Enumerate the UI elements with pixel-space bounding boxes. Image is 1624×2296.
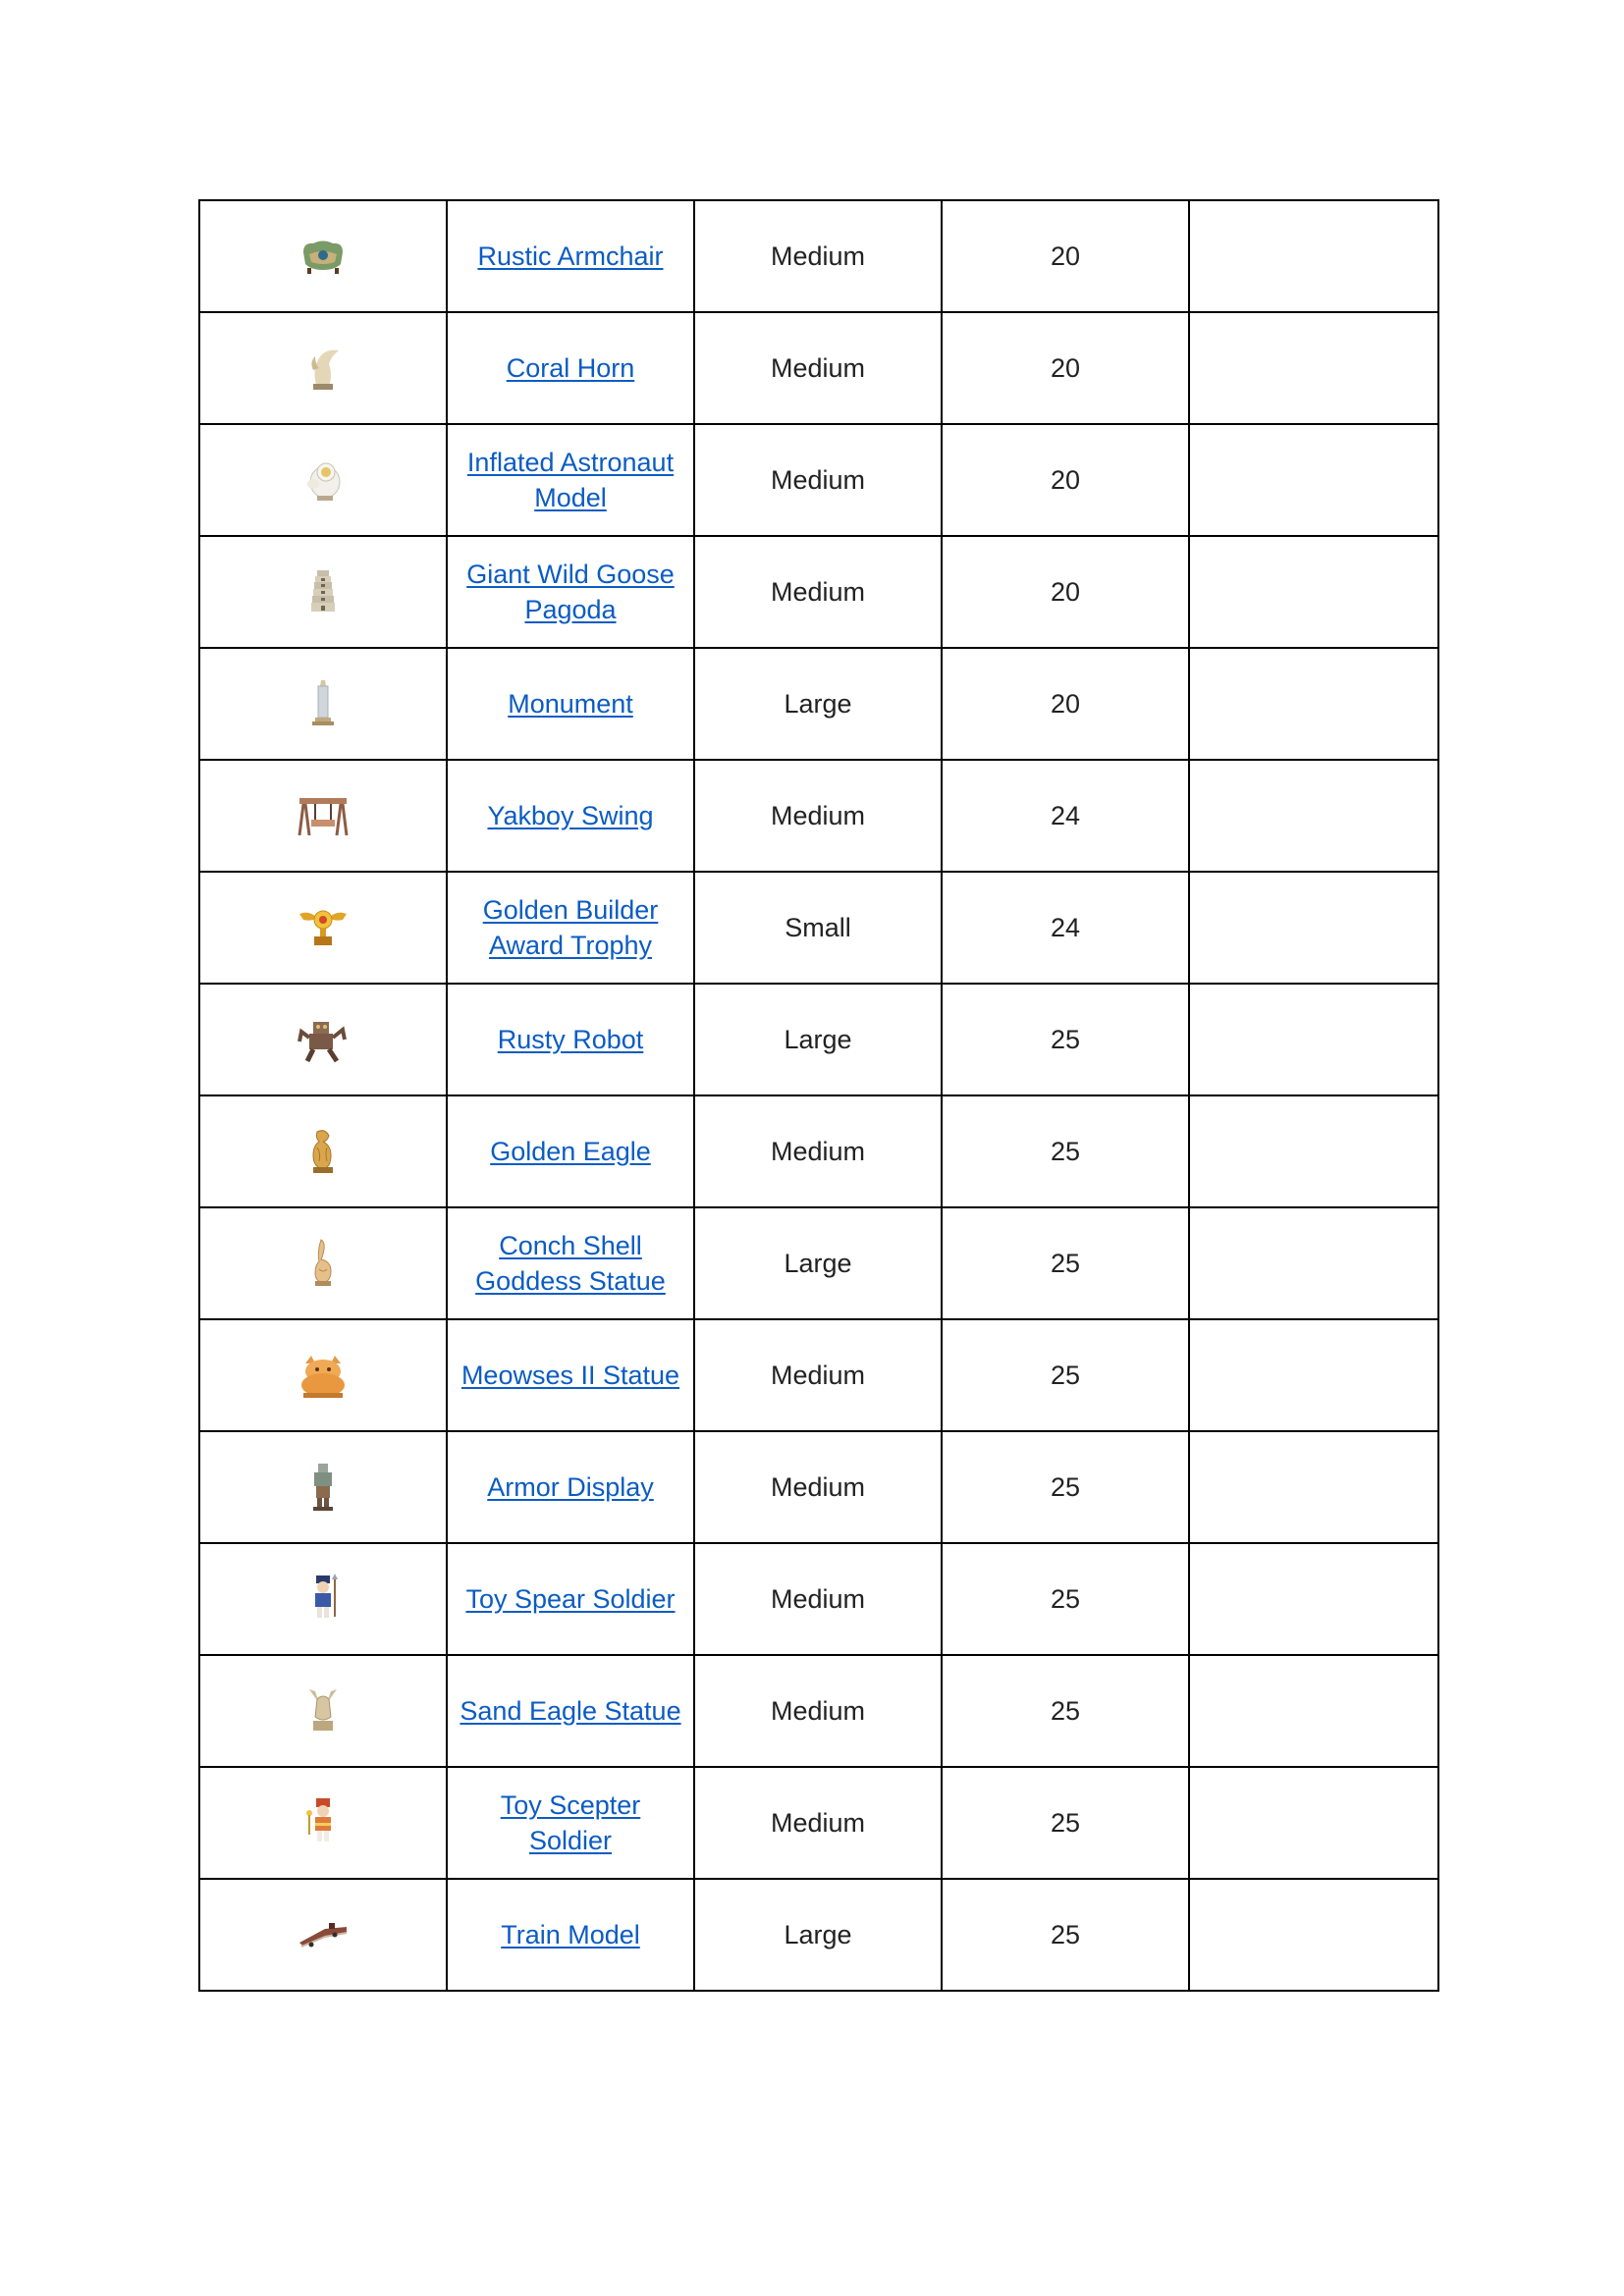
rusty-robot-icon <box>296 1012 351 1067</box>
name-cell <box>447 872 694 984</box>
note-cell <box>1189 1431 1438 1543</box>
table-row <box>199 760 1438 872</box>
item-link[interactable]: Conch Shell Goddess Statue <box>475 1231 666 1296</box>
item-link[interactable]: Yakboy Swing <box>487 801 654 830</box>
item-link[interactable]: Toy Scepter Soldier <box>500 1790 641 1855</box>
note-cell <box>1189 984 1438 1095</box>
value-cell: 24 <box>942 872 1189 984</box>
train-model-icon <box>296 1907 351 1962</box>
size-cell: Medium <box>694 200 942 312</box>
table-row <box>199 984 1438 1095</box>
size-cell: Medium <box>694 1095 942 1207</box>
size-cell: Medium <box>694 1319 942 1431</box>
table-row <box>199 1431 1438 1543</box>
value-cell: 20 <box>942 312 1189 424</box>
note-cell <box>1189 648 1438 760</box>
table-row <box>199 424 1438 536</box>
value-cell: 20 <box>942 648 1189 760</box>
items-table <box>198 199 1439 1992</box>
item-link[interactable]: Train Model <box>501 1920 640 1949</box>
name-cell <box>447 760 694 872</box>
value-cell: 25 <box>942 1767 1189 1879</box>
value-cell: 25 <box>942 1095 1189 1207</box>
icon-cell <box>199 648 447 760</box>
name-cell <box>447 1319 694 1431</box>
value-cell: 25 <box>942 1207 1189 1319</box>
size-cell: Medium <box>694 536 942 648</box>
icon-cell <box>199 1879 447 1991</box>
note-cell <box>1189 1767 1438 1879</box>
item-link[interactable]: Armor Display <box>487 1472 654 1502</box>
size-cell: Medium <box>694 1655 942 1767</box>
table-row <box>199 200 1438 312</box>
name-cell <box>447 424 694 536</box>
size-cell: Medium <box>694 1543 942 1655</box>
icon-cell <box>199 760 447 872</box>
yakboy-swing-icon <box>296 788 351 843</box>
value-cell: 24 <box>942 760 1189 872</box>
item-link[interactable]: Rustic Armchair <box>477 241 664 271</box>
table-row <box>199 648 1438 760</box>
icon-cell <box>199 1095 447 1207</box>
value-cell: 25 <box>942 1319 1189 1431</box>
size-cell: Large <box>694 1207 942 1319</box>
item-link[interactable]: Golden Builder Award Trophy <box>482 895 659 960</box>
inflated-astronaut-model-icon <box>296 453 351 507</box>
note-cell <box>1189 312 1438 424</box>
items-table-body <box>199 200 1438 1991</box>
icon-cell <box>199 200 447 312</box>
size-cell: Medium <box>694 424 942 536</box>
table-row <box>199 1319 1438 1431</box>
golden-builder-award-trophy-icon <box>296 900 351 955</box>
name-cell <box>447 1207 694 1319</box>
table-row <box>199 1543 1438 1655</box>
note-cell <box>1189 1319 1438 1431</box>
size-cell: Medium <box>694 312 942 424</box>
rustic-armchair-icon <box>296 229 351 284</box>
note-cell <box>1189 200 1438 312</box>
value-cell: 25 <box>942 1543 1189 1655</box>
table-row <box>199 536 1438 648</box>
size-cell: Medium <box>694 1767 942 1879</box>
value-cell: 25 <box>942 1655 1189 1767</box>
size-cell: Large <box>694 984 942 1095</box>
size-cell: Large <box>694 1879 942 1991</box>
note-cell <box>1189 760 1438 872</box>
item-link[interactable]: Rusty Robot <box>497 1025 644 1054</box>
golden-eagle-icon <box>296 1124 351 1179</box>
table-row <box>199 872 1438 984</box>
value-cell: 20 <box>942 536 1189 648</box>
name-cell <box>447 1879 694 1991</box>
note-cell <box>1189 872 1438 984</box>
name-cell <box>447 1655 694 1767</box>
icon-cell <box>199 312 447 424</box>
name-cell <box>447 1767 694 1879</box>
table-row <box>199 1655 1438 1767</box>
toy-spear-soldier-icon <box>296 1572 351 1627</box>
note-cell <box>1189 1655 1438 1767</box>
item-link[interactable]: Sand Eagle Statue <box>460 1696 681 1726</box>
name-cell <box>447 648 694 760</box>
toy-scepter-soldier-icon <box>296 1795 351 1850</box>
armor-display-icon <box>296 1460 351 1515</box>
item-link[interactable]: Giant Wild Goose Pagoda <box>466 560 675 624</box>
icon-cell <box>199 1319 447 1431</box>
icon-cell <box>199 1655 447 1767</box>
note-cell <box>1189 1207 1438 1319</box>
name-cell <box>447 200 694 312</box>
item-link[interactable]: Coral Horn <box>506 353 635 383</box>
item-link[interactable]: Golden Eagle <box>490 1137 651 1166</box>
conch-shell-goddess-statue-icon <box>296 1236 351 1291</box>
name-cell <box>447 1431 694 1543</box>
item-link[interactable]: Monument <box>508 689 633 719</box>
name-cell <box>447 1543 694 1655</box>
size-cell: Medium <box>694 1431 942 1543</box>
table-row <box>199 1095 1438 1207</box>
name-cell <box>447 984 694 1095</box>
monument-icon <box>296 676 351 731</box>
icon-cell <box>199 1543 447 1655</box>
icon-cell <box>199 1207 447 1319</box>
icon-cell <box>199 1431 447 1543</box>
name-cell <box>447 1095 694 1207</box>
table-row <box>199 312 1438 424</box>
size-cell: Medium <box>694 760 942 872</box>
value-cell: 25 <box>942 1879 1189 1991</box>
icon-cell <box>199 536 447 648</box>
table-row <box>199 1767 1438 1879</box>
coral-horn-icon <box>296 341 351 396</box>
name-cell <box>447 536 694 648</box>
item-link[interactable]: Meowses II Statue <box>460 1361 680 1390</box>
sand-eagle-statue-icon <box>296 1683 351 1738</box>
value-cell: 25 <box>942 984 1189 1095</box>
note-cell <box>1189 536 1438 648</box>
note-cell <box>1189 1543 1438 1655</box>
item-link[interactable]: Toy Spear Soldier <box>465 1584 676 1614</box>
value-cell: 25 <box>942 1431 1189 1543</box>
icon-cell <box>199 872 447 984</box>
giant-wild-goose-pagoda-icon <box>296 564 351 619</box>
item-link[interactable]: Inflated Astronaut Model <box>466 448 675 512</box>
table-row <box>199 1879 1438 1991</box>
name-cell <box>447 312 694 424</box>
table-row <box>199 1207 1438 1319</box>
note-cell <box>1189 1879 1438 1991</box>
note-cell <box>1189 1095 1438 1207</box>
meowses-ii-statue-icon <box>296 1348 351 1403</box>
size-cell: Large <box>694 648 942 760</box>
note-cell <box>1189 424 1438 536</box>
icon-cell <box>199 1767 447 1879</box>
icon-cell <box>199 984 447 1095</box>
icon-cell <box>199 424 447 536</box>
value-cell: 20 <box>942 424 1189 536</box>
value-cell: 20 <box>942 200 1189 312</box>
size-cell: Small <box>694 872 942 984</box>
